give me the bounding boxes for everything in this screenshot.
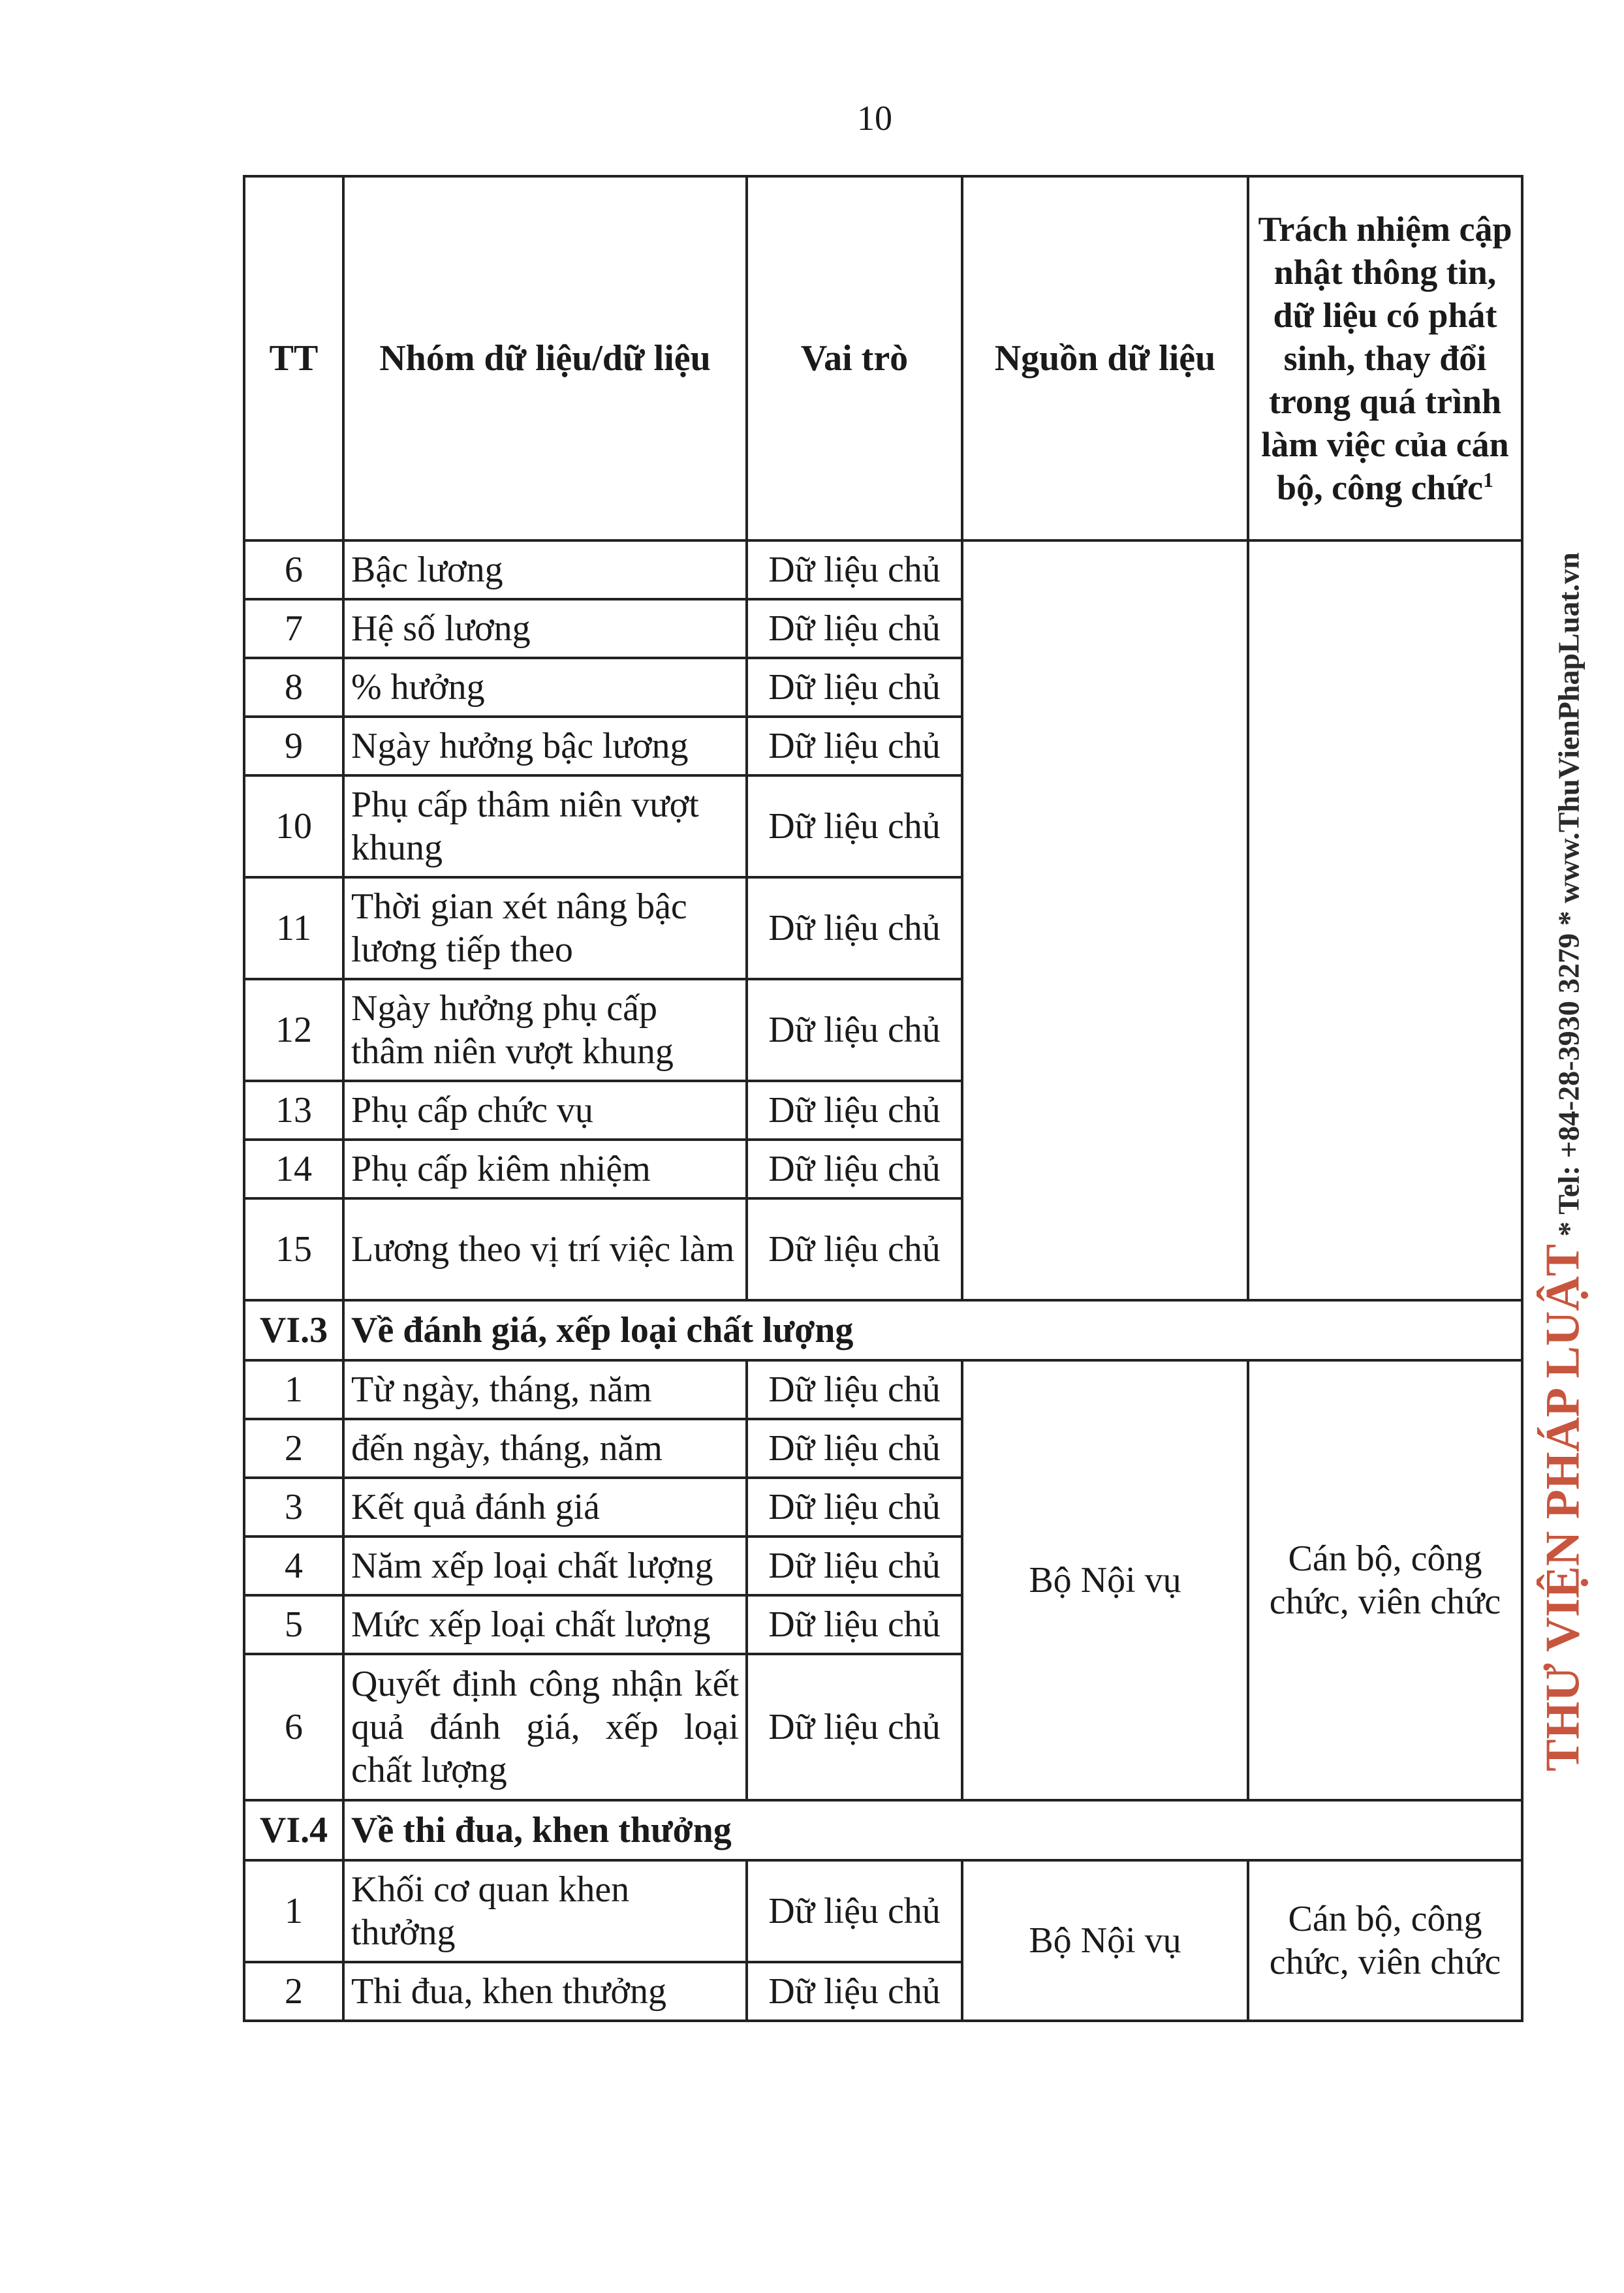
row-name: Phụ cấp thâm niên vượt khung [343,775,747,877]
row-name: Khối cơ quan khen thưởng [343,1860,747,1962]
row-tt: 13 [244,1081,343,1140]
header-role: Vai trò [747,176,962,540]
row-role: Dữ liệu chủ [747,1419,962,1478]
row-tt: 1 [244,1360,343,1419]
section-title: Về thi đua, khen thưởng [343,1800,1522,1860]
row-tt: 4 [244,1536,343,1595]
row-tt: 15 [244,1198,343,1300]
row-role: Dữ liệu chủ [747,1198,962,1300]
responsibility-cell-empty [1248,540,1522,1300]
row-tt: 12 [244,979,343,1081]
source-cell: Bộ Nội vụ [962,1860,1248,2021]
responsibility-cell: Cán bộ, công chức, viên chức [1248,1360,1522,1800]
row-name: Mức xếp loại chất lượng [343,1595,747,1654]
table-row [244,540,1522,599]
row-tt: 11 [244,877,343,979]
row-name: đến ngày, tháng, năm [343,1419,747,1478]
row-role: Dữ liệu chủ [747,1962,962,2021]
row-tt: 3 [244,1478,343,1536]
row-role: Dữ liệu chủ [747,540,962,599]
row-role: Dữ liệu chủ [747,1360,962,1419]
table-header-row [244,176,1522,540]
row-tt: 14 [244,1140,343,1198]
row-tt: 6 [244,1654,343,1800]
header-tt: TT [244,176,343,540]
row-tt: 6 [244,540,343,599]
row-role: Dữ liệu chủ [747,1081,962,1140]
row-role: Dữ liệu chủ [747,599,962,658]
row-name: Từ ngày, tháng, năm [343,1360,747,1419]
row-name: Lương theo vị trí việc làm [343,1198,747,1300]
row-name: Bậc lương [343,540,747,599]
row-name: Phụ cấp chức vụ [343,1081,747,1140]
row-role: Dữ liệu chủ [747,1860,962,1962]
row-tt: 8 [244,658,343,717]
row-tt: 2 [244,1962,343,2021]
row-role: Dữ liệu chủ [747,1478,962,1536]
row-role: Dữ liệu chủ [747,1536,962,1595]
page-number: 10 [857,99,892,138]
table-row [244,1360,1522,1419]
header-responsibility [1248,176,1522,540]
footnote-mark: 1 [1482,468,1493,491]
header-responsibility-text: Trách nhiệm cập nhật thông tin, dữ liệu có phát sinh, thay đổi trong quá trình làm việc của cán bộ, công chức [1258,210,1512,507]
row-role: Dữ liệu chủ [747,775,962,877]
row-name: Thi đua, khen thưởng [343,1962,747,2021]
row-tt: 9 [244,717,343,775]
source-cell: Bộ Nội vụ [962,1360,1248,1800]
row-name: Ngày hưởng bậc lương [343,717,747,775]
row-role: Dữ liệu chủ [747,1595,962,1654]
row-name: Phụ cấp kiêm nhiệm [343,1140,747,1198]
row-tt: 10 [244,775,343,877]
row-tt: 1 [244,1860,343,1962]
section-title: Về đánh giá, xếp loại chất lượng [343,1300,1522,1360]
responsibility-cell: Cán bộ, công chức, viên chức [1248,1860,1522,2021]
section-row-vi4 [244,1800,1522,1860]
section-row-vi3 [244,1300,1522,1360]
row-role: Dữ liệu chủ [747,877,962,979]
header-group: Nhóm dữ liệu/dữ liệu [343,176,747,540]
section-code: VI.3 [244,1300,343,1360]
table-row [244,1860,1522,1962]
row-name: Quyết định công nhận kết quả đánh giá, xếp loại chất lượng [343,1654,747,1800]
watermark-contact: * Tel: +84-28-3930 3279 * www.ThuVienPhapLuat.vn [1552,552,1585,1244]
row-role: Dữ liệu chủ [747,717,962,775]
row-tt: 5 [244,1595,343,1654]
row-role: Dữ liệu chủ [747,1654,962,1800]
row-role: Dữ liệu chủ [747,979,962,1081]
row-name: Kết quả đánh giá [343,1478,747,1536]
row-name: % hưởng [343,658,747,717]
row-name: Hệ số lương [343,599,747,658]
row-tt: 2 [244,1419,343,1478]
section-code: VI.4 [244,1800,343,1860]
watermark-brand: THƯ VIỆN PHÁP LUẬT [1536,1243,1590,1771]
row-name: Thời gian xét nâng bậc lương tiếp theo [343,877,747,979]
row-name: Ngày hưởng phụ cấp thâm niên vượt khung [343,979,747,1081]
header-source: Nguồn dữ liệu [962,176,1248,540]
row-name: Năm xếp loại chất lượng [343,1536,747,1595]
row-role: Dữ liệu chủ [747,658,962,717]
row-tt: 7 [244,599,343,658]
data-table [243,175,1523,2022]
row-role: Dữ liệu chủ [747,1140,962,1198]
source-cell-empty [962,540,1248,1300]
watermark [1536,552,1591,1771]
